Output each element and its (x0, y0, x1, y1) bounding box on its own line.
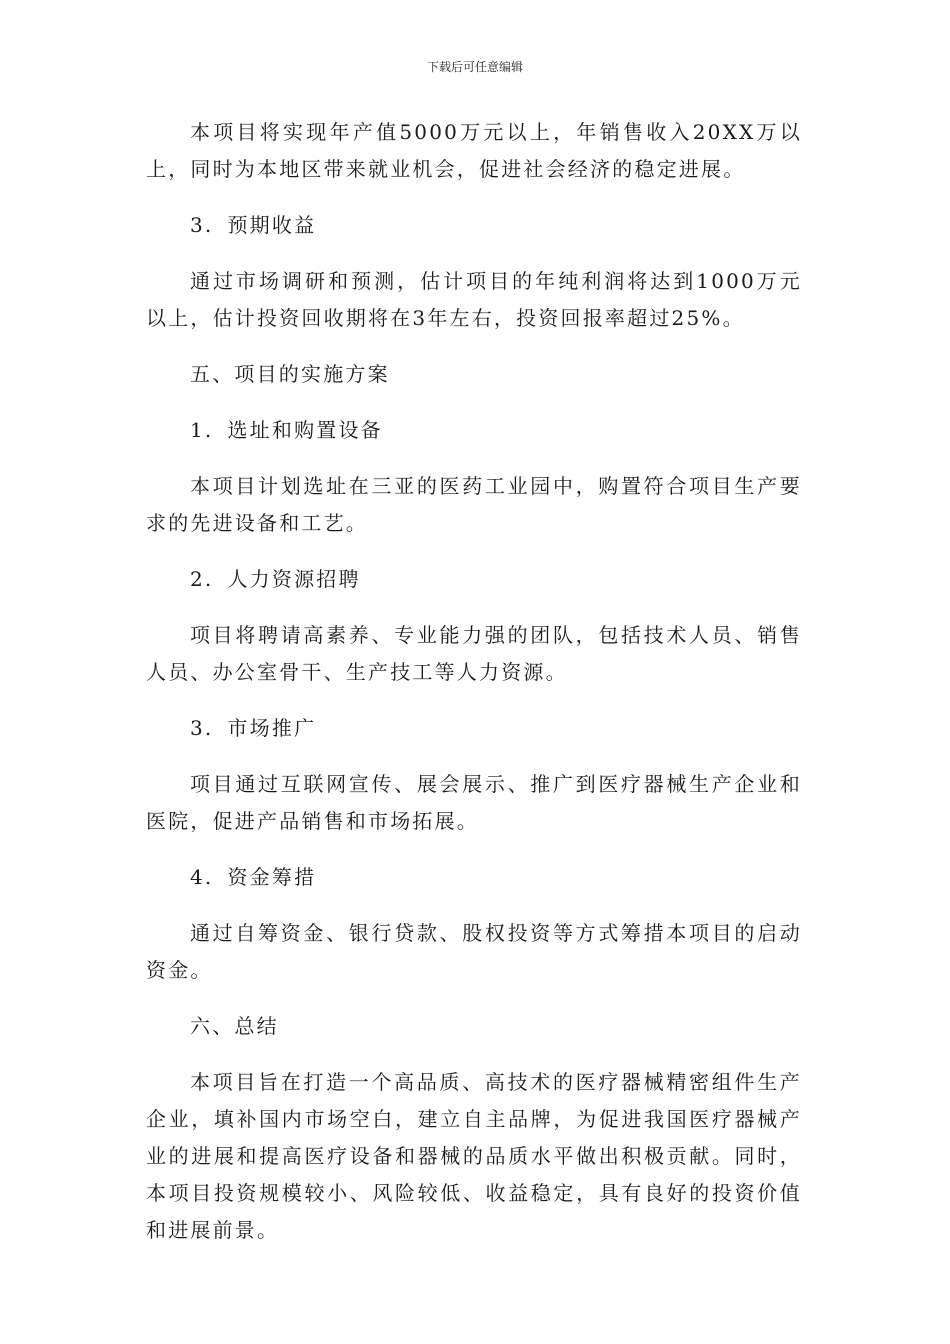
heading-marketing (146, 710, 802, 747)
heading-recruitment (146, 561, 802, 598)
heading-summary: 六、总结 (190, 1014, 279, 1038)
heading-number: 1. (190, 418, 214, 442)
heading-number: 3. (190, 213, 214, 237)
heading-funding (146, 859, 802, 896)
heading-number: 3. (190, 716, 214, 740)
heading-text: 人力资源招聘 (227, 567, 361, 591)
heading-number: 2. (190, 567, 214, 591)
paragraph-recruitment: 项目将聘请高素养、专业能力强的团队，包括技术人员、销售人员、办公室骨干、生产技工等人力资源。 (146, 623, 802, 684)
paragraph-marketing: 项目通过互联网宣传、展会展示、推广到医疗器械生产企业和医院，促进产品销售和市场拓展。 (146, 772, 802, 833)
document-body (146, 114, 802, 1268)
paragraph-output-value: 本项目将实现年产值5000万元以上，年销售收入20XX万以上，同时为本地区带来就业机会，促进社会经济的稳定进展。 (146, 120, 802, 181)
paragraph-site-selection: 本项目计划选址在三亚的医药工业园中，购置符合项目生产要求的先进设备和工艺。 (146, 474, 802, 535)
paragraph-funding: 通过自筹资金、银行贷款、股权投资等方式筹措本项目的启动资金。 (146, 921, 802, 982)
heading-text: 预期收益 (227, 213, 317, 237)
heading-expected-revenue (146, 207, 802, 244)
paragraph-profit-forecast: 通过市场调研和预测，估计项目的年纯利润将达到1000万元以上，估计投资回收期将在3年左右，投资回报率超过25%。 (146, 269, 802, 330)
paragraph-summary: 本项目旨在打造一个高品质、高技术的医疗器械精密组件生产企业，填补国内市场空白，建立自主品牌，为促进我国医疗器械产业的进展和提高医疗设备和器械的品质水平做出积极贡献。同时，本项目投资规模较小、风险较低、收益稳定，具有良好的投资价值和进展前景。 (146, 1070, 802, 1242)
heading-site-selection (146, 412, 802, 449)
heading-text: 资金筹措 (227, 865, 317, 889)
heading-text: 市场推广 (227, 716, 317, 740)
heading-number: 4. (190, 865, 214, 889)
page-header: 下载后可任意编辑 (426, 60, 523, 74)
heading-text: 选址和购置设备 (227, 418, 383, 442)
heading-implementation-plan: 五、项目的实施方案 (190, 362, 390, 386)
